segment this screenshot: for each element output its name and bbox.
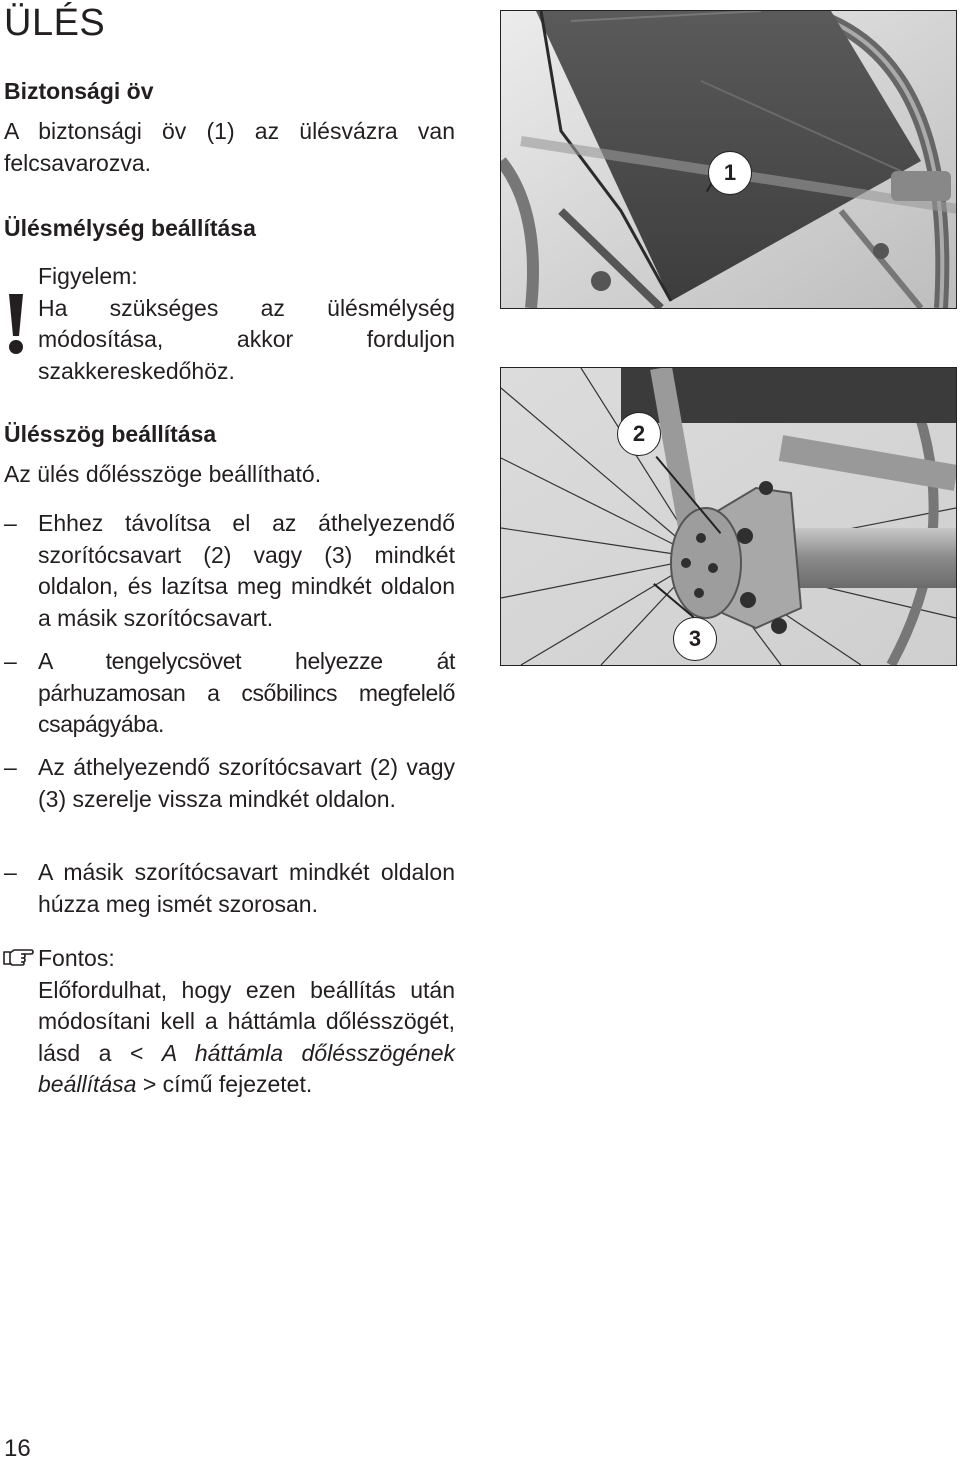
axle-clamp-photo [500,367,957,666]
note-section [4,943,455,1101]
note-text-part: Előfordulhat, hogy ezen beállítás után módosítani kell a háttámla dőlésszögét, lásd a < [38,976,455,1066]
seat-belt-photo [500,10,957,309]
step-item [4,752,455,815]
callout-2: 2 [617,412,661,456]
seat-depth-section [4,213,455,387]
step-item [4,857,455,920]
note-box [4,943,455,1101]
step-text: Az áthelyezendő szorítócsavart (2) vagy (3) szerelje vissza mindkét oldalon. [38,754,455,812]
seat-angle-intro: Az ülés dőlésszöge beállítható. [4,461,322,487]
dash-marker: – [4,754,17,780]
exclamation-icon [2,292,30,356]
warning-text: Ha szükséges az ülésmélység módosítása, akkor forduljon szakkereskedőhöz. [38,294,455,384]
step-text: Ehhez távolítsa el az áthelyezendő szorítócsavart (2) vagy (3) mindkét oldalon, és lazítsa meg mindkét oldalon a másik szorítócsavart. [38,510,455,631]
step-item [4,508,455,634]
callout-1: 1 [708,151,752,195]
dash-marker: – [4,648,17,674]
seatbelt-section [4,76,455,179]
seatbelt-text: A biztonsági öv (1) az ülésvázra van felcsavarozva. [4,118,455,176]
seat-angle-heading: Ülésszög beállítása [4,421,217,447]
step-text: A másik szorítócsavart mindkét oldalon húzza meg ismét szorosan. [38,859,455,917]
seat-depth-heading: Ülésmélység beállítása [4,215,256,241]
seatbelt-heading: Biztonsági öv [4,78,154,104]
dash-marker: – [4,510,17,536]
seat-angle-section [4,419,455,491]
note-text-italic: A háttámla dőlésszögének beállítása [38,1039,455,1097]
step-item [4,646,455,741]
step-text: A tengelycsövet helyezze át párhuzamosan a csőbilincs megfelelő csapágyába. [38,648,455,737]
note-title: Fontos: [38,945,115,971]
page-title: ÜLÉS [4,2,106,44]
note-text-part: > című fejezetet. [136,1071,313,1097]
page-number: 16 [4,1435,31,1462]
axle-illustration [501,368,956,665]
warning-title: Figyelem: [38,263,138,289]
callout-3: 3 [673,617,717,661]
warning-box [4,261,455,387]
dash-marker: – [4,859,17,885]
note-text [38,975,455,1101]
